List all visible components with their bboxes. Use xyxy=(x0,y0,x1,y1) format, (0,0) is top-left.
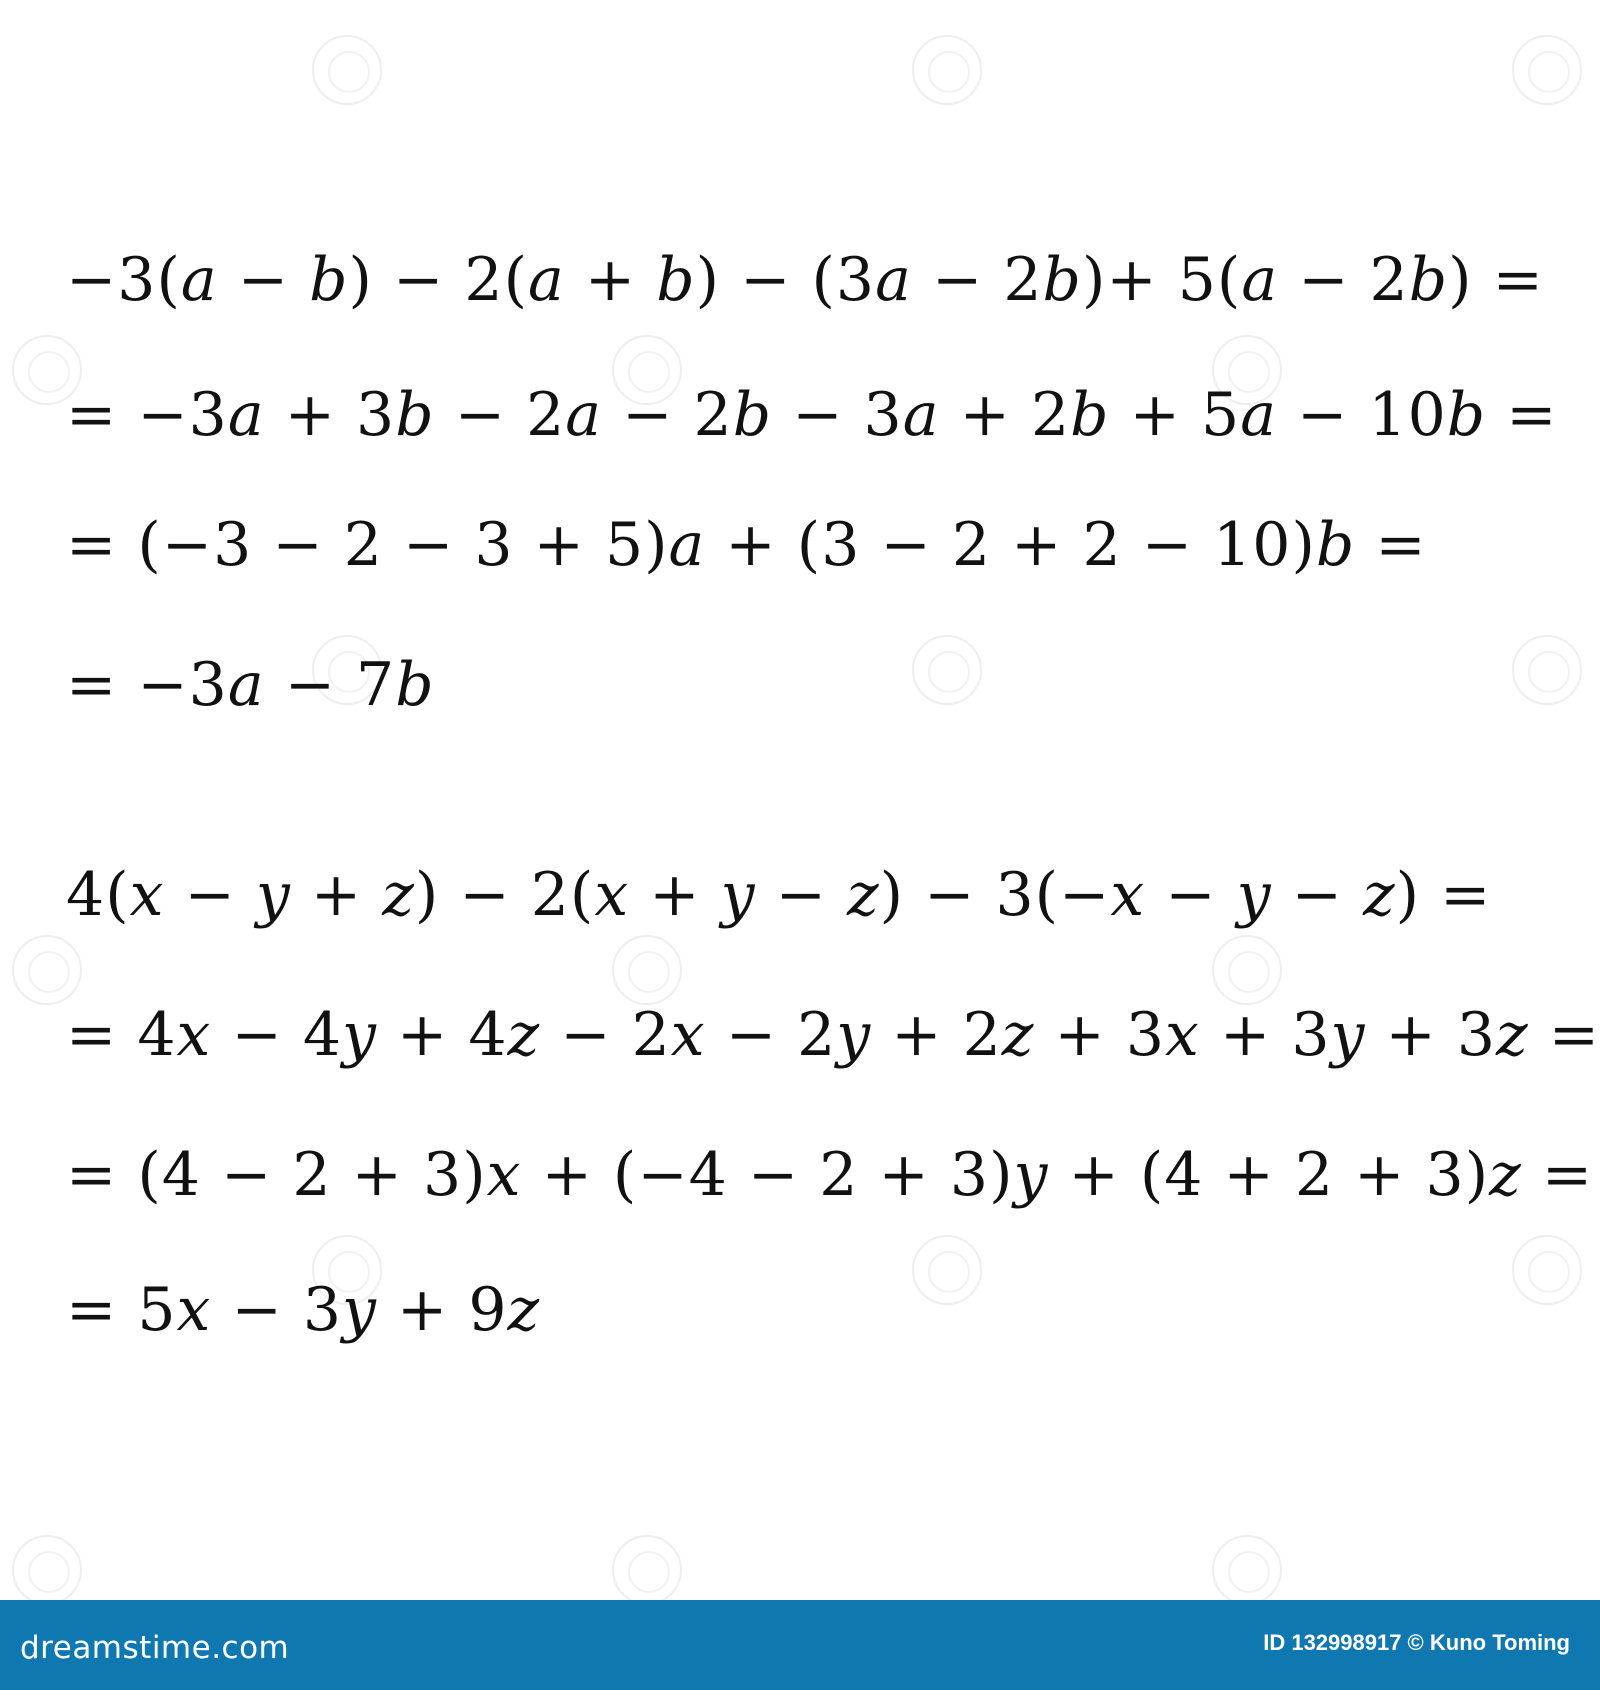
variable: y xyxy=(342,1000,377,1070)
variable: a xyxy=(227,650,265,720)
watermark-icon xyxy=(1512,1235,1582,1305)
variable: x xyxy=(486,1140,522,1210)
equation-line: = 4x − 4y + 4z − 2x − 2y + 2z + 3x + 3y + 3z = xyxy=(66,1000,1600,1070)
variable: b xyxy=(732,380,773,450)
watermark-icon xyxy=(612,935,682,1005)
variable: y xyxy=(1236,860,1272,930)
variable: z xyxy=(1496,1000,1529,1070)
variable: y xyxy=(342,1275,377,1345)
variable: x xyxy=(594,860,630,930)
variable: y xyxy=(836,1000,872,1070)
watermark-icon xyxy=(12,1535,82,1605)
watermark-icon xyxy=(912,35,982,105)
variable: y xyxy=(255,860,291,930)
variable: a xyxy=(875,245,912,315)
variable: z xyxy=(382,860,415,930)
variable: a xyxy=(1241,245,1279,315)
variable: a xyxy=(565,380,603,450)
variable: b xyxy=(309,245,349,315)
equation-line: = −3a + 3b − 2a − 2b − 3a + 2b + 5a − 10b = xyxy=(66,380,1558,450)
equation-line: = −3a − 7b xyxy=(66,650,435,720)
variable: y xyxy=(720,860,756,930)
equation-line: = (−3 − 2 − 3 + 5)a + (3 − 2 + 2 − 10)b = xyxy=(66,510,1427,580)
watermark-icon xyxy=(612,1535,682,1605)
watermark-icon xyxy=(1512,35,1582,105)
variable: b xyxy=(1408,245,1449,315)
variable: x xyxy=(1165,1000,1200,1070)
variable: a xyxy=(180,245,218,315)
variable: x xyxy=(1110,860,1146,930)
watermark-icon xyxy=(1212,935,1282,1005)
variable: a xyxy=(528,245,565,315)
variable: a xyxy=(227,380,265,450)
image-credit: ID 132998917 © Kuno Toming xyxy=(1263,1630,1570,1655)
variable: y xyxy=(1013,1140,1049,1210)
variable: b xyxy=(395,380,435,450)
watermark-icon xyxy=(12,935,82,1005)
variable: y xyxy=(1330,1000,1366,1070)
variable: x xyxy=(670,1000,706,1070)
watermark-icon xyxy=(1212,1535,1282,1605)
variable: x xyxy=(176,1275,212,1345)
watermark-icon xyxy=(1512,635,1582,705)
variable: a xyxy=(1240,380,1277,450)
variable: a xyxy=(902,380,940,450)
equation-line: −3(a − b) − 2(a + b) − (3a − 2b)+ 5(a − 2b) = xyxy=(66,245,1544,315)
variable: a xyxy=(668,510,706,580)
variable: b xyxy=(1070,380,1110,450)
variable: b xyxy=(1315,510,1356,580)
variable: x xyxy=(129,860,165,930)
variable: z xyxy=(507,1000,541,1070)
variable: z xyxy=(1362,860,1396,930)
variable: b xyxy=(1446,380,1487,450)
equation-line: = (4 − 2 + 3)x + (−4 − 2 + 3)y + (4 + 2 + 3)z = xyxy=(66,1140,1594,1210)
variable: b xyxy=(1042,245,1082,315)
variable: b xyxy=(656,245,696,315)
watermark-icon xyxy=(912,635,982,705)
variable: z xyxy=(846,860,880,930)
variable: z xyxy=(1489,1140,1522,1210)
variable: z xyxy=(507,1275,541,1345)
watermark-icon xyxy=(912,1235,982,1305)
equation-line: 4(x − y + z) − 2(x + y − z) − 3(−x − y − z) = xyxy=(66,860,1492,930)
variable: x xyxy=(176,1000,212,1070)
variable: b xyxy=(395,650,435,720)
footer-bar xyxy=(0,1600,1600,1690)
dreamstime-logo: dreamstime.com xyxy=(20,1630,290,1666)
variable: z xyxy=(1001,1000,1035,1070)
equation-line: = 5x − 3y + 9z xyxy=(66,1275,541,1345)
watermark-icon xyxy=(312,35,382,105)
